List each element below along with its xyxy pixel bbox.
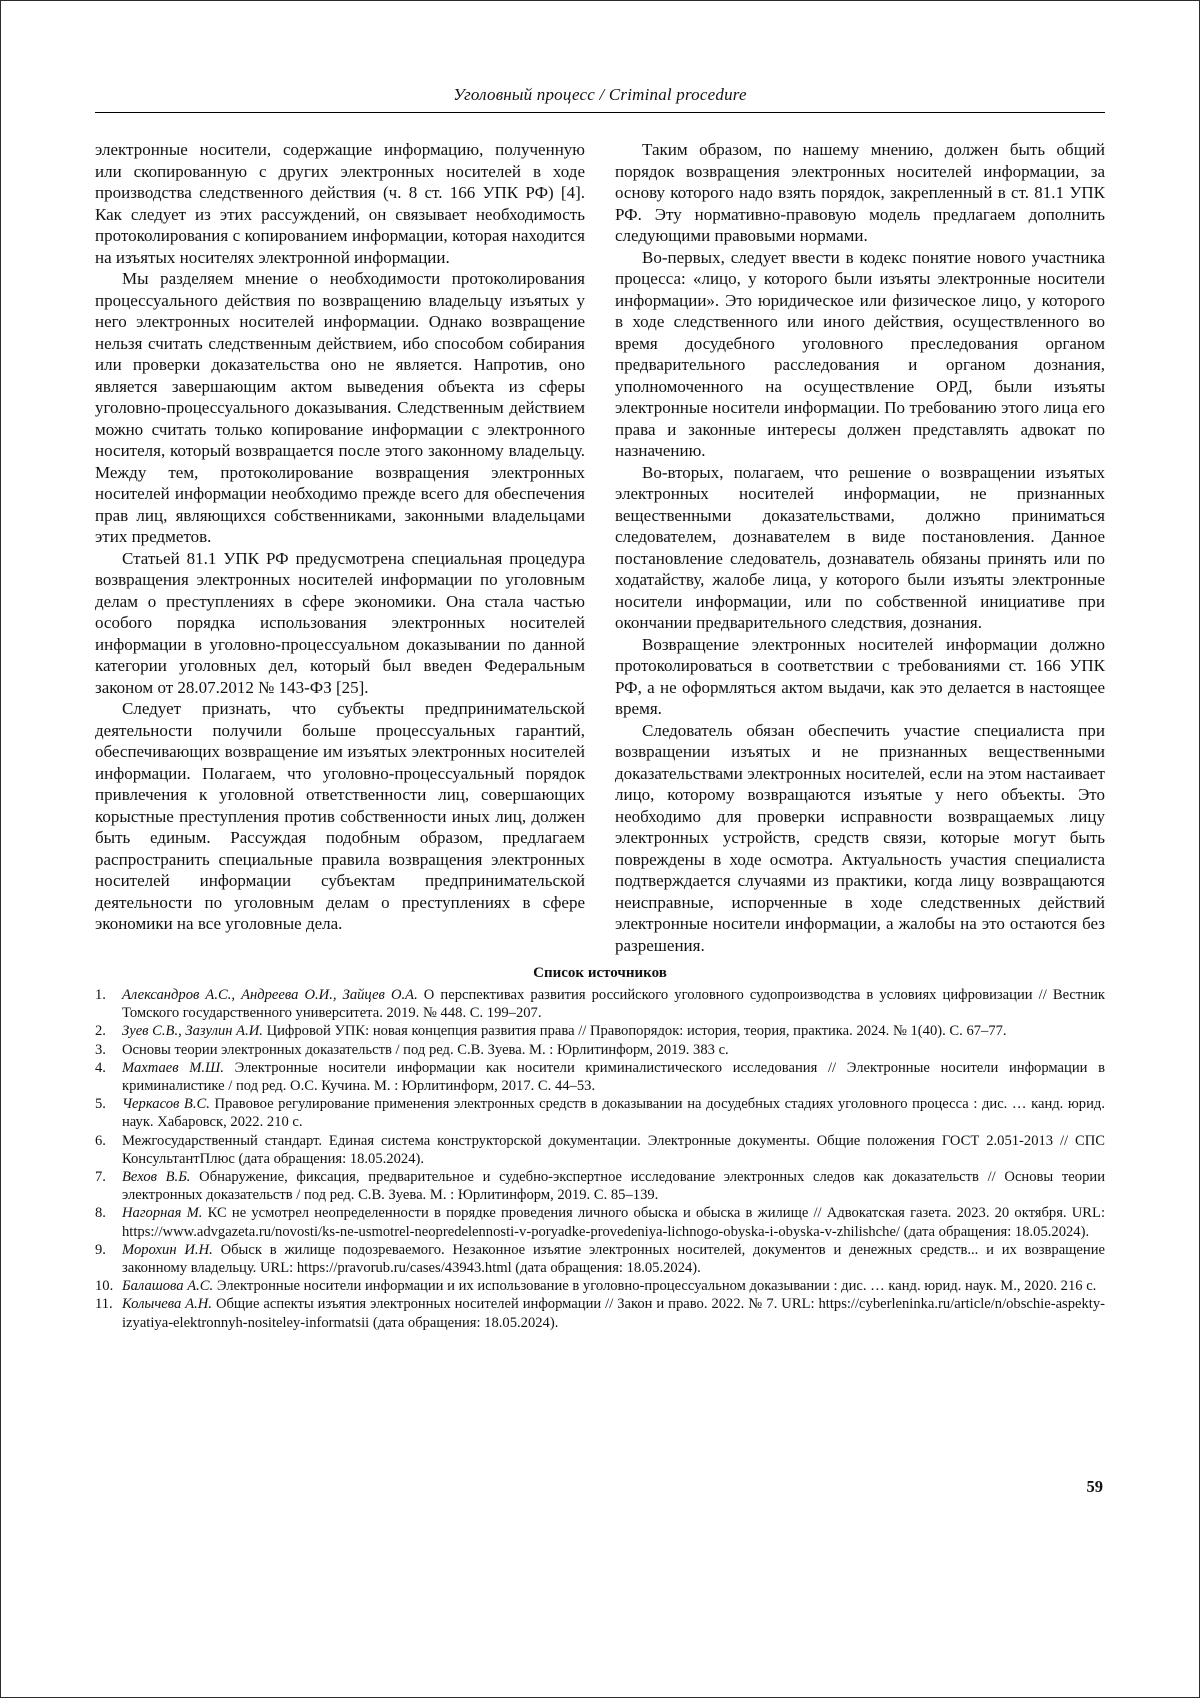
reference-entry xyxy=(122,1204,1105,1240)
reference-number: 4. xyxy=(95,1059,106,1076)
reference-item xyxy=(95,1041,1105,1059)
reference-authors: Морохин И.Н. xyxy=(122,1241,213,1258)
reference-text: Общие аспекты изъятия электронных носителей информации // Закон и право. 2022. № 7. URL: https://cyberleninka.ru/article/n/obschie-aspekty-izyatiya-elektronnyh-nositeley-informatsii (дата обращения: 18.05.2024). xyxy=(122,1296,1106,1331)
reference-item xyxy=(95,1295,1105,1331)
body-paragraph: Во-первых, следует ввести в кодекс понятие нового участника процесса: «лицо, у которого были изъяты электронные носители информации». Это юридическое или физическое лицо, у которого в ходе следственного или иного действия, осуществленного во время досудебного уголовного преследования органом предварительного расследования и органом дознания, уполномоченного на осуществление ОРД, были изъяты электронные носители информации. По требованию этого лица его права и законные интересы должен представлять адвокат по назначению. xyxy=(615,247,1105,460)
body-paragraph: Возвращение электронных носителей информации должно протоколироваться в соответствии с требованиями ст. 166 УПК РФ, а не оформляться актом выдачи, как это делается в настоящее время. xyxy=(615,634,1105,718)
reference-text: КС не усмотрел неопределенности в порядке проведения личного обыска и обыска в жилище // Адвокатская газета. 2023. 20 октября. URL: https://www.advgazeta.ru/novosti/ks-ne-usmotrel-neopredelennosti-v-poryadke-provedeniya-lichnogo-obyska-i-obyska-v-zhilishche/ (дата обращения: 18.05.2024). xyxy=(122,1205,1105,1240)
reference-text: Межгосударственный стандарт. Единая система конструкторской документации. Электронные документы. Общие положения ГОСТ 2.051-2013 // СПС КонсультантПлюс (дата обращения: 18.05.2024). xyxy=(122,1132,1105,1167)
reference-entry xyxy=(122,1168,1105,1204)
reference-text: Обнаружение, фиксация, предварительное и судебно-экспертное исследование электронных следов как доказательств // Основы теории электронных доказательств / под ред. С.В. Зуева. М. : Юрлитинформ, 2019. С. 85–139. xyxy=(122,1169,1106,1204)
reference-entry xyxy=(122,1095,1105,1131)
reference-item xyxy=(95,1132,1105,1168)
reference-authors: Балашова А.С. xyxy=(122,1278,214,1295)
reference-text: Электронные носители информации как носители криминалистического исследования // Электронные носители информации в криминалистике / под ред. О.С. Кучина. М. : Юрлитинформ, 2017. С. 44–53. xyxy=(122,1059,1105,1095)
reference-entry xyxy=(122,1241,1105,1277)
reference-number: 2. xyxy=(95,1023,106,1040)
reference-text: Цифровой УПК: новая концепция развития права // Правопорядок: история, теория, практика. 2024. № 1(40). С. 67–77. xyxy=(262,1023,1007,1040)
reference-item xyxy=(95,1241,1105,1277)
reference-text: О перспективах развития российского уголовного судопроизводства в условиях цифровизации // Вестник Томского государственного университета. 2019. № 448. С. 199–207. xyxy=(122,987,1105,1022)
reference-entry xyxy=(122,1295,1105,1331)
reference-item xyxy=(95,1168,1105,1204)
reference-number: 1. xyxy=(95,987,106,1003)
header-rule xyxy=(95,112,1105,113)
right-column xyxy=(615,139,1105,956)
reference-number: 9. xyxy=(95,1241,106,1258)
reference-entry xyxy=(122,1041,1105,1059)
body-paragraph: Во-вторых, полагаем, что решение о возвращении изъятых электронных носителей информации, не признанных вещественными доказательствами, должно приниматься следователем, дознавателем в виде постановления. Данное постановление следователь, дознаватель обязаны принять или по ходатайству, жалобе лица, у которого были изъяты электронные носители информации, или по собственной инициативе при окончании предварительного следствия, дознания. xyxy=(615,462,1105,632)
reference-text: Обыск в жилище подозреваемого. Незаконное изъятие электронных носителей, документов и денежных средств... и их возвращение законному владельцу. URL: https://pravorub.ru/cases/43943.html (дата обращения: 18.05.2024). xyxy=(122,1241,1105,1277)
body-paragraph: Следует признать, что субъекты предпринимательской деятельности получили больше процессуальных гарантий, обеспечивающих возвращение им изъятых электронных носителей информации. Полагаем, что уголовно-процессуальный порядок привлечения к уголовной ответственности лиц, совершающих корыстные преступления против собственности иных лиц, должен быть единым. Рассуждая подобным образом, предлагаем распространить специальные правила возвращения электронных носителей информации субъектам предпринимательской деятельности по уголовным делам о преступлениях в сфере экономики на все уголовные дела. xyxy=(95,699,585,933)
reference-item xyxy=(95,1277,1105,1295)
reference-item xyxy=(95,1204,1105,1240)
reference-authors: Александров А.С., Андреева О.И., Зайцев О.А. xyxy=(122,987,418,1003)
reference-number: 7. xyxy=(95,1169,106,1186)
page-number: 59 xyxy=(1086,1477,1103,1496)
body-paragraph: Статьей 81.1 УПК РФ предусмотрена специальная процедура возвращения электронных носителей информации по уголовным делам о преступлениях в сфере экономики. Она стала частью особого порядка использования электронных носителей информации в уголовно-процессуальном доказывании по данной категории уголовных дел, который был введен Федеральным законом от 28.07.2012 № 143-ФЗ [25]. xyxy=(95,548,585,697)
reference-entry xyxy=(122,1277,1105,1295)
reference-number: 3. xyxy=(95,1041,106,1058)
reference-text: Электронные носители информации и их использование в уголовно-процессуальном доказывании : дис. … канд. юрид. наук. М., 2020. 216 с. xyxy=(213,1278,1097,1295)
reference-authors: Колычева А.Н. xyxy=(122,1296,212,1313)
page-content xyxy=(1,85,1199,1332)
reference-number: 11. xyxy=(95,1296,113,1313)
body-paragraph: электронные носители, содержащие информацию, полученную или скопированную с других электронных носителей в ходе производства следственного действия (ч. 8 ст. 166 УПК РФ) [4]. Как следует из этих рассуждений, он связывает необходимость протоколирования с копированием информации, которая находится на изъятых носителях электронной информации. xyxy=(95,140,585,267)
references-list xyxy=(95,986,1105,1332)
reference-text: Основы теории электронных доказательств / под ред. С.В. Зуева. М. : Юрлитинформ, 2019. 383 с. xyxy=(122,1041,729,1058)
reference-entry xyxy=(122,986,1105,1022)
reference-entry xyxy=(122,1059,1105,1095)
reference-authors: Махтаев М.Ш. xyxy=(122,1059,224,1076)
reference-number: 10. xyxy=(95,1278,114,1295)
reference-entry xyxy=(122,1132,1105,1168)
running-head xyxy=(95,85,1105,105)
reference-number: 5. xyxy=(95,1096,106,1113)
body-paragraph: Следователь обязан обеспечить участие специалиста при возвращении изъятых и не признанных вещественными доказательствами электронных носителей, если на этом настаивает лицо, которому возвращаются изъятые у него объекты. Это необходимо для проверки исправности возвращаемых лицу электронных устройств, средств связи, которые могут быть повреждены в ходе осмотра. Актуальность участия специалиста подтверждается случаями из практики, когда лицу возвращаются неисправные, испорченные в ходе следственных действий электронные носители информации, а жалобы на это остаются без разрешения. xyxy=(615,720,1105,955)
article-body xyxy=(95,139,1105,956)
running-head-title: Уголовный процесс / Criminal procedure xyxy=(453,85,747,104)
reference-authors: Черкасов В.С. xyxy=(122,1096,210,1113)
body-paragraph: Таким образом, по нашему мнению, должен быть общий порядок возвращения электронных носителей информации, за основу которого надо взять порядок, закрепленный в ст. 81.1 УПК РФ. Эту нормативно-правовую модель предлагаем дополнить следующими правовыми нормами. xyxy=(615,140,1105,245)
reference-text: Правовое регулирование применения электронных средств в доказывании на досудебных стадиях уголовного процесса : дис. … канд. юрид. наук. Хабаровск, 2022. 210 с. xyxy=(122,1096,1105,1131)
references-title: Список источников xyxy=(533,965,667,981)
reference-authors: Вехов В.Б. xyxy=(122,1169,191,1186)
reference-authors: Нагорная М. xyxy=(122,1205,203,1222)
reference-number: 6. xyxy=(95,1132,106,1149)
reference-number: 8. xyxy=(95,1205,106,1222)
reference-item xyxy=(95,1095,1105,1131)
reference-item xyxy=(95,1059,1105,1095)
reference-entry xyxy=(122,1022,1105,1040)
reference-item xyxy=(95,986,1105,1022)
reference-authors: Зуев С.В., Зазулин А.И. xyxy=(122,1023,263,1040)
body-paragraph: Мы разделяем мнение о необходимости протоколирования процессуального действия по возвращению владельцу изъятых у него электронных носителей информации. Однако возвращение нельзя считать следственным действием, ибо способом собирания или проверки доказательства оно не является. Напротив, оно является завершающим актом выведения объекта из сферы уголовно-процессуального доказывания. Следственным действием можно считать только копирование информации с электронного носителя, который возвращается после этого законному владельцу. Между тем, протоколирование возвращения электронных носителей информации необходимо прежде всего для обеспечения прав лиц, являющихся собственниками, законными владельцами этих предметов. xyxy=(95,269,585,546)
left-column xyxy=(95,139,585,956)
reference-item xyxy=(95,1022,1105,1040)
